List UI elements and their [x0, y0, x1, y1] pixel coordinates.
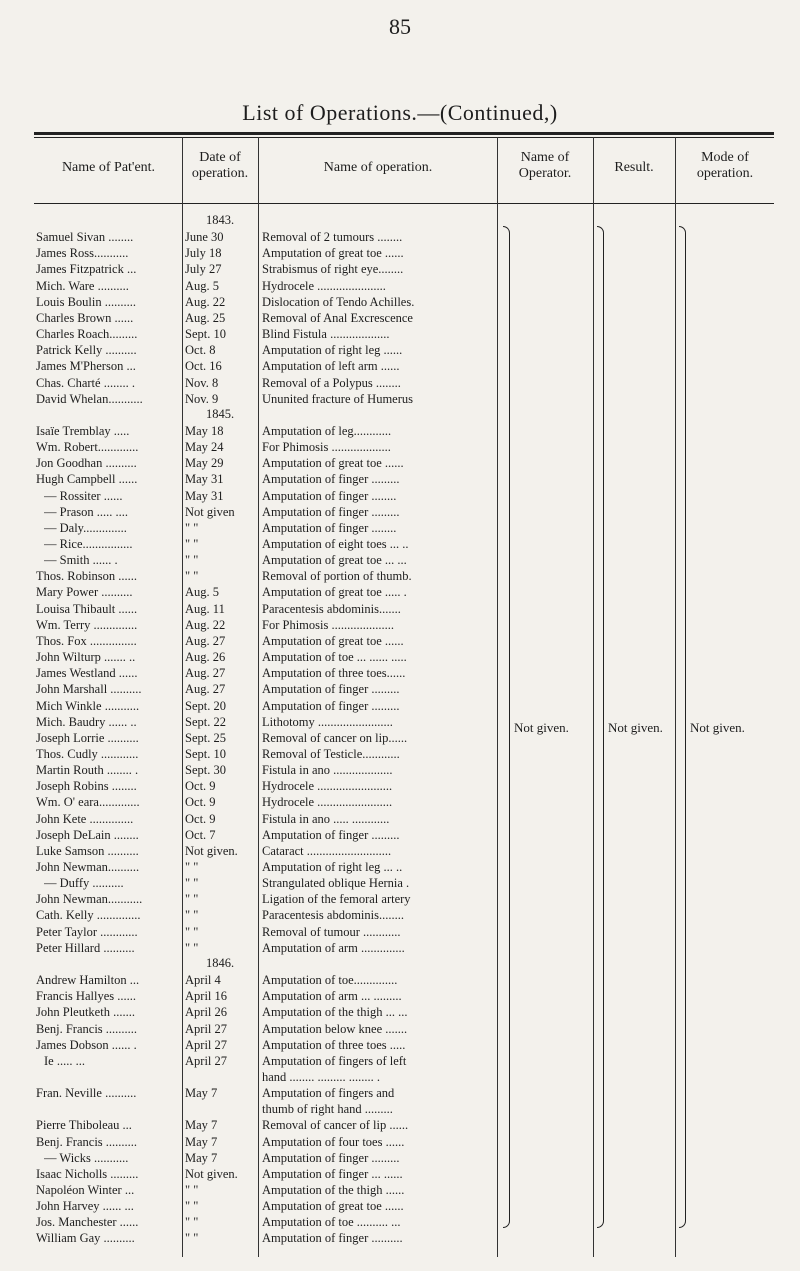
patient-name: Peter Hillard .......... — [36, 940, 135, 955]
operation-name: Amputation of finger ......... — [262, 504, 400, 519]
operation-name: Amputation of fingers of left — [262, 1053, 407, 1068]
operation-date: May 31 — [185, 472, 224, 487]
patient-name: Louis Boulin .......... — [36, 294, 137, 309]
patient-name: Martin Routh ........ . — [36, 763, 139, 778]
year-heading: 1846. — [205, 955, 235, 970]
patient-name: Mich Winkle ........... — [36, 698, 140, 713]
year-heading: 1845. — [205, 406, 235, 421]
patient-name: Chas. Charté ........ . — [36, 375, 135, 390]
operation-date: " " — [185, 1231, 199, 1246]
operation-date: " " — [185, 876, 199, 891]
patient-name: Joseph DeLain ........ — [36, 827, 139, 842]
top-rule-thin — [34, 137, 774, 138]
patient-name: — Daly.............. — [44, 520, 127, 535]
operation-date: May 29 — [185, 456, 224, 471]
operation-date: " " — [185, 553, 199, 568]
patient-name: Ie ..... ... — [44, 1053, 85, 1068]
operation-date: Not given — [185, 504, 235, 519]
operation-date: " " — [185, 924, 199, 939]
operation-name: Amputation of great toe ..... . — [262, 585, 407, 600]
operation-name: Paracentesis abdominis....... — [262, 601, 401, 616]
operation-name: Amputation of toe .......... ... — [262, 1215, 401, 1230]
operation-date: July 27 — [185, 262, 222, 277]
patient-name: Wm. Terry .............. — [36, 617, 138, 632]
patient-name: Mich. Ware .......... — [36, 278, 129, 293]
patient-name: Jon Goodhan .......... — [36, 456, 137, 471]
operation-name: Amputation of right leg ... .. — [262, 860, 403, 874]
operation-name: Amputation of fingers and — [262, 1086, 395, 1101]
operation-name: Hydrocele ........................ — [262, 779, 393, 794]
operation-date: Sept. 10 — [185, 327, 226, 342]
operation-date: May 7 — [185, 1150, 218, 1165]
operation-date: Sept. 30 — [185, 763, 226, 778]
patient-name: Charles Roach......... — [36, 327, 138, 342]
operation-date: May 7 — [185, 1118, 218, 1133]
patient-name: — Rossiter ...... — [44, 488, 123, 503]
operation-date: Aug. 27 — [185, 682, 226, 697]
patient-name: Isaïe Tremblay ..... — [36, 423, 130, 438]
patient-name: Patrick Kelly .......... — [36, 343, 137, 358]
operation-name: Ununited fracture of Humerus — [262, 391, 413, 406]
operation-date: Aug. 25 — [185, 310, 226, 325]
patient-name: Thos. Cudly ............ — [36, 746, 139, 761]
operation-name: Amputation of finger ......... — [262, 698, 400, 713]
operation-date: Aug. 5 — [185, 278, 220, 293]
patient-name: John Kete .............. — [36, 811, 134, 826]
page-number: 85 — [389, 14, 411, 39]
operation-date: " " — [185, 908, 199, 923]
operation-date: Oct. 9 — [185, 795, 216, 810]
operation-name: Removal of Anal Excrescence — [262, 310, 413, 325]
operation-name: Removal of portion of thumb. — [262, 569, 412, 584]
operation-date: Aug. 22 — [185, 617, 226, 632]
operation-date: Oct. 7 — [185, 827, 216, 842]
patient-name: — Rice................ — [44, 537, 133, 551]
operation-date: " " — [185, 940, 199, 955]
operation-date: Aug. 27 — [185, 633, 226, 648]
patient-name: Mich. Baudry ...... .. — [36, 714, 137, 729]
operation-name: Amputation of finger ......... — [262, 827, 400, 842]
operation-name: Removal of a Polypus ........ — [262, 375, 401, 390]
patient-name: Samuel Sivan ........ — [36, 230, 134, 245]
patient-name: David Whelan........... — [36, 391, 143, 406]
operation-date: May 7 — [185, 1086, 218, 1101]
operation-name: hand ........ ......... ........ . — [262, 1069, 381, 1084]
operation-date: July 18 — [185, 246, 222, 261]
operation-name: Amputation of the thigh ...... — [262, 1183, 405, 1197]
operation-date: Aug. 22 — [185, 294, 226, 309]
patient-name: Fran. Neville .......... — [36, 1086, 137, 1101]
operation-name: Fistula in ano ................... — [262, 763, 393, 778]
operation-date: " " — [185, 1215, 199, 1230]
header-date: Date of operation. — [191, 150, 249, 181]
result-value: Not given. — [608, 720, 663, 735]
operation-name: Amputation of toe ... ...... ..... — [262, 650, 407, 665]
operation-date: " " — [185, 860, 199, 874]
patient-name: James Ross........... — [36, 246, 129, 261]
operation-name: Amputation of left arm ...... — [262, 359, 400, 374]
operation-date: April 27 — [185, 1021, 228, 1036]
patient-name: James Dobson ...... . — [36, 1037, 137, 1052]
operation-date: " " — [185, 520, 199, 535]
patient-name: Thos. Robinson ...... — [36, 569, 138, 584]
operation-name: For Phimosis ................... — [262, 440, 391, 455]
patient-name: Jos. Manchester ...... — [36, 1215, 139, 1230]
operation-date: April 4 — [185, 973, 221, 988]
patient-name: John Pleutketh ....... — [36, 1005, 135, 1020]
header-mode: Mode of operation. — [696, 150, 754, 181]
operation-date: Sept. 25 — [185, 730, 226, 745]
operation-name: thumb of right hand ......... — [262, 1102, 393, 1117]
operation-name: Amputation of great toe ...... — [262, 1199, 404, 1214]
operation-name: Amputation of four toes ...... — [262, 1134, 405, 1149]
operation-date: Oct. 16 — [185, 359, 222, 374]
operation-date: May 31 — [185, 488, 224, 503]
operation-date: Aug. 26 — [185, 650, 226, 665]
operation-name: Amputation of arm ... ......... — [262, 989, 402, 1004]
patient-name: Peter Taylor ............ — [36, 924, 138, 939]
mode-brace — [679, 226, 686, 1228]
header-operation: Name of operation. — [323, 160, 433, 175]
header-patient: Name of Pat'ent. — [61, 160, 156, 175]
operation-date: Nov. 9 — [185, 391, 219, 406]
patient-name: James Fitzpatrick ... — [36, 262, 137, 277]
patient-name: Joseph Lorrie .......... — [36, 730, 139, 745]
operation-date: June 30 — [185, 230, 224, 245]
operation-name: Amputation of eight toes ... .. — [262, 537, 409, 551]
operation-date: May 18 — [185, 423, 224, 438]
operation-name: Hydrocele ........................ — [262, 795, 393, 810]
patient-name: John Wilturp ....... .. — [36, 650, 136, 665]
operation-date: Aug. 5 — [185, 585, 220, 600]
operation-date: Sept. 22 — [185, 714, 226, 729]
operation-name: Blind Fistula ................... — [262, 327, 390, 342]
patient-name: James M'Pherson ... — [36, 359, 136, 374]
patient-name: Wm. O' eara............. — [36, 795, 140, 810]
operation-name: Strangulated oblique Hernia . — [262, 876, 410, 891]
operation-date: " " — [185, 892, 199, 907]
operation-name: Amputation of great toe ...... — [262, 246, 404, 261]
patient-name: John Newman........... — [36, 892, 143, 907]
operation-date: May 24 — [185, 440, 224, 455]
patient-name: Pierre Thiboleau ... — [36, 1118, 132, 1133]
operation-name: Amputation of finger ......... — [262, 682, 400, 697]
patient-name: William Gay .......... — [36, 1231, 135, 1246]
operation-name: Amputation below knee ....... — [262, 1021, 408, 1036]
operation-date: " " — [185, 1199, 199, 1214]
operation-name: Amputation of right leg ...... — [262, 343, 403, 358]
patient-name: Napoléon Winter ... — [36, 1183, 135, 1197]
patient-name: — Smith ...... . — [44, 553, 118, 568]
operation-date: Not given. — [185, 843, 238, 858]
operation-name: Hydrocele ...................... — [262, 278, 386, 293]
table-row — [0, 1230, 800, 1246]
patient-name: John Harvey ...... ... — [36, 1199, 134, 1214]
operation-date: Sept. 10 — [185, 746, 226, 761]
operation-name: Amputation of toe.............. — [262, 973, 398, 988]
operation-date: Nov. 8 — [185, 375, 219, 390]
operation-name: Amputation of finger ......... — [262, 1150, 400, 1165]
patient-name: Joseph Robins ........ — [36, 779, 137, 794]
patient-name: Cath. Kelly .............. — [36, 908, 141, 923]
patient-name: Charles Brown ...... — [36, 310, 134, 325]
patient-name: Hugh Campbell ...... — [36, 472, 138, 487]
operation-name: Amputation of great toe ...... — [262, 633, 404, 648]
operation-name: Removal of tumour ............ — [262, 924, 401, 939]
patient-name: Wm. Robert............. — [36, 440, 139, 455]
operation-name: Paracentesis abdominis........ — [262, 908, 404, 923]
mode-value: Not given. — [690, 720, 745, 735]
operation-name: Amputation of finger ........ — [262, 520, 397, 535]
operation-date: Oct. 9 — [185, 779, 216, 794]
operation-date: Oct. 8 — [185, 343, 216, 358]
operation-name: Dislocation of Tendo Achilles. — [262, 294, 415, 309]
operation-name: Amputation of great toe ...... — [262, 456, 404, 471]
operation-date: April 27 — [185, 1037, 228, 1052]
operation-date: April 16 — [185, 989, 228, 1004]
patient-name: Isaac Nicholls ......... — [36, 1166, 139, 1181]
patient-name: Benj. Francis .......... — [36, 1134, 138, 1149]
year-heading: 1843. — [205, 213, 235, 227]
page-title: List of Operations.—(Continued,) — [242, 100, 558, 125]
patient-name: Benj. Francis .......... — [36, 1021, 138, 1036]
operation-name: Cataract ........................... — [262, 843, 392, 858]
operation-name: Amputation of great toe ... ... — [262, 553, 407, 568]
operation-date: April 27 — [185, 1053, 228, 1068]
operation-date: May 7 — [185, 1134, 218, 1149]
operation-date: " " — [185, 1183, 199, 1197]
operation-name: Amputation of finger ........ — [262, 488, 397, 503]
patient-name: — Wicks ........... — [44, 1150, 129, 1165]
header-rule — [34, 203, 774, 204]
operation-date: " " — [185, 537, 199, 551]
operation-name: Amputation of finger .......... — [262, 1231, 403, 1246]
patient-name: — Duffy .......... — [44, 876, 124, 891]
patient-name: Francis Hallyes ...... — [36, 989, 136, 1004]
top-rule — [34, 132, 774, 135]
operation-date: Sept. 20 — [185, 698, 226, 713]
operation-name: Amputation of the thigh ... ... — [262, 1005, 408, 1020]
patient-name: Andrew Hamilton ... — [36, 973, 140, 988]
patient-name: Mary Power .......... — [36, 585, 133, 600]
operation-date: Aug. 11 — [185, 601, 225, 616]
operation-name: Amputation of finger ... ...... — [262, 1166, 403, 1181]
patient-name: Thos. Fox ............... — [36, 633, 137, 648]
operation-date: April 26 — [185, 1005, 228, 1020]
patient-name: Louisa Thibault ...... — [36, 601, 138, 616]
operation-name: Strabismus of right eye........ — [262, 262, 404, 277]
operation-name: For Phimosis .................... — [262, 617, 394, 632]
operation-name: Amputation of three toes ..... — [262, 1037, 406, 1052]
operation-name: Removal of 2 tumours ........ — [262, 230, 403, 245]
patient-name: John Newman.......... — [36, 860, 140, 874]
operation-name: Amputation of finger ......... — [262, 472, 400, 487]
operation-name: Ligation of the femoral artery — [262, 892, 411, 907]
operation-name: Removal of Testicle............ — [262, 746, 400, 761]
operator-brace — [503, 226, 510, 1228]
operation-name: Removal of cancer on lip...... — [262, 730, 408, 745]
patient-name: Luke Samson .......... — [36, 843, 139, 858]
patient-name: — Prason ..... .... — [44, 504, 129, 519]
operation-date: Not given. — [185, 1166, 238, 1181]
operation-name: Amputation of leg............ — [262, 423, 392, 438]
operation-name: Amputation of three toes...... — [262, 666, 406, 681]
operation-date: Oct. 9 — [185, 811, 216, 826]
operation-name: Amputation of arm .............. — [262, 940, 405, 955]
operation-name: Fistula in ano ..... ............ — [262, 811, 390, 826]
header-operator: Name of Operator. — [518, 150, 572, 181]
header-result: Result. — [614, 160, 654, 175]
operation-date: Aug. 27 — [185, 666, 226, 681]
operation-name: Removal of cancer of lip ...... — [262, 1118, 409, 1133]
operation-date: " " — [185, 569, 199, 584]
result-brace — [597, 226, 604, 1228]
operation-name: Lithotomy ........................ — [262, 714, 393, 729]
patient-name: John Marshall .......... — [36, 682, 142, 697]
patient-name: James Westland ...... — [36, 666, 138, 681]
operator-value: Not given. — [514, 720, 569, 735]
